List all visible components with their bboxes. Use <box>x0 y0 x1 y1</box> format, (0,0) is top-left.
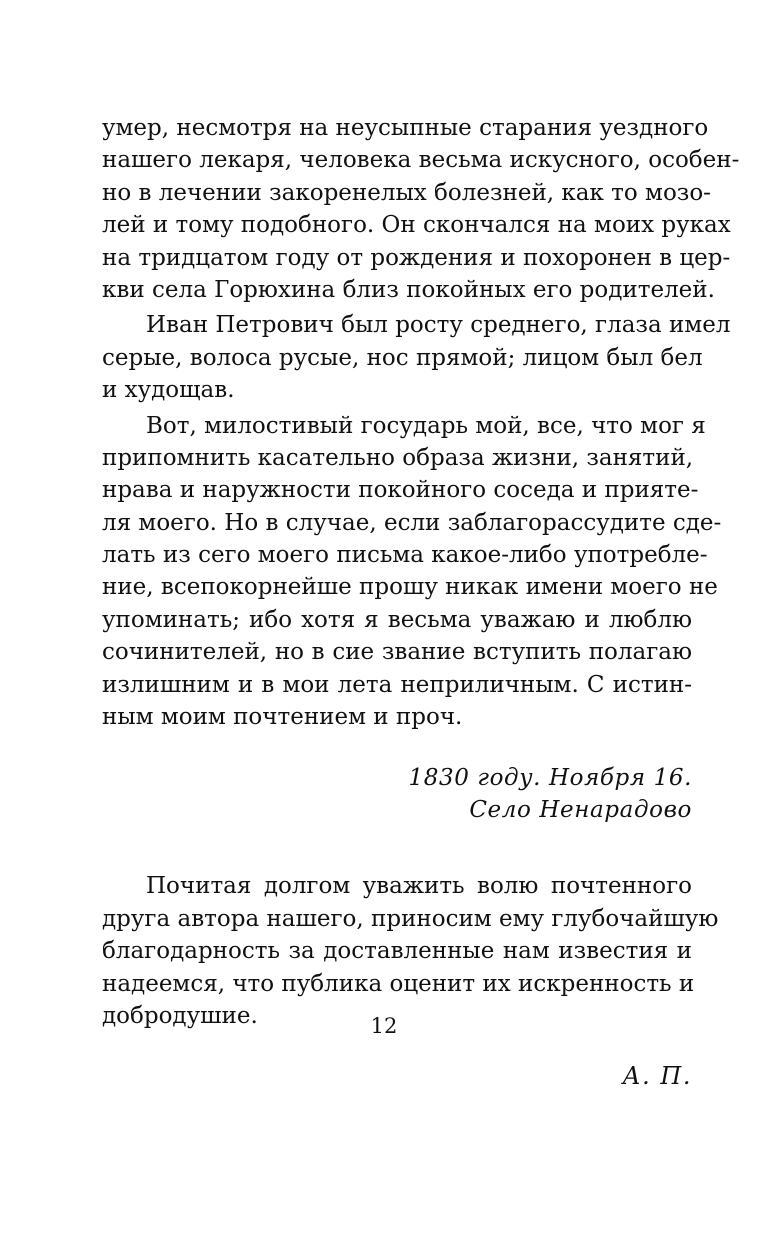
letter-signature <box>102 763 692 826</box>
text-line: благодарность за доставленные нам известия и <box>102 938 692 965</box>
text-line: ние, всепокорнейше прошу никак имени моего не <box>102 574 718 601</box>
text-line: Почитая долгом уважить волю почтенного <box>146 873 692 900</box>
text-line: на тридцатом году от рождения и похоронен в цер- <box>102 244 731 271</box>
text-line: ля моего. Но в случае, если заблагорассудите сде- <box>102 509 722 536</box>
text-line: умер, несмотря на неусыпные старания уездного <box>102 115 709 141</box>
text-line: сочинителей, но в сие звание вступить полагаю <box>102 639 692 666</box>
page-number: 12 <box>370 1014 398 1038</box>
text-line: серые, волоса русые, нос прямой; лицом был бел <box>102 344 703 371</box>
paragraph-1 <box>102 112 740 306</box>
text-line: надеемся, что публика оценит их искренность и <box>102 970 695 997</box>
paragraph-2 <box>102 309 731 406</box>
signature-date: 1830 году. Ноября 16. <box>408 765 692 792</box>
text-line: добродушие. <box>102 1002 258 1029</box>
text-line: припомнить касательно образа жизни, занятий, <box>102 444 694 471</box>
text-line: ным моим почтением и проч. <box>102 704 463 731</box>
text-line: кви села Горюхина близ покойных его родителей. <box>102 276 715 303</box>
text-line: и худощав. <box>102 377 235 404</box>
page-text <box>102 112 740 1092</box>
paragraph-3 <box>102 410 722 734</box>
text-line: но в лечении закоренелых болезней, как то мозо- <box>102 179 711 206</box>
signature-place: Село Ненарадово <box>469 796 692 823</box>
text-line: излишним и в мои лета неприличным. С истин- <box>102 671 692 698</box>
text-line: Иван Петрович был росту среднего, глаза имел <box>146 312 731 339</box>
author-initials: А. П. <box>622 1062 692 1091</box>
text-line: друга автора нашего, приносим ему глубочайшую <box>102 905 719 932</box>
text-line: Вот, милостивый государь мой, все, что мог я <box>146 412 706 439</box>
text-line: нрава и наружности покойного соседа и прияте- <box>102 477 699 504</box>
text-line: лать из сего моего письма какое-либо употребле- <box>102 542 708 569</box>
editor-note <box>102 870 719 1032</box>
text-line: упоминать; ибо хотя я весьма уважаю и люблю <box>102 606 692 633</box>
text-line: лей и тому подобного. Он скончался на моих руках <box>102 212 731 239</box>
text-line: нашего лекаря, человека весьма искусного, особен- <box>102 147 740 174</box>
